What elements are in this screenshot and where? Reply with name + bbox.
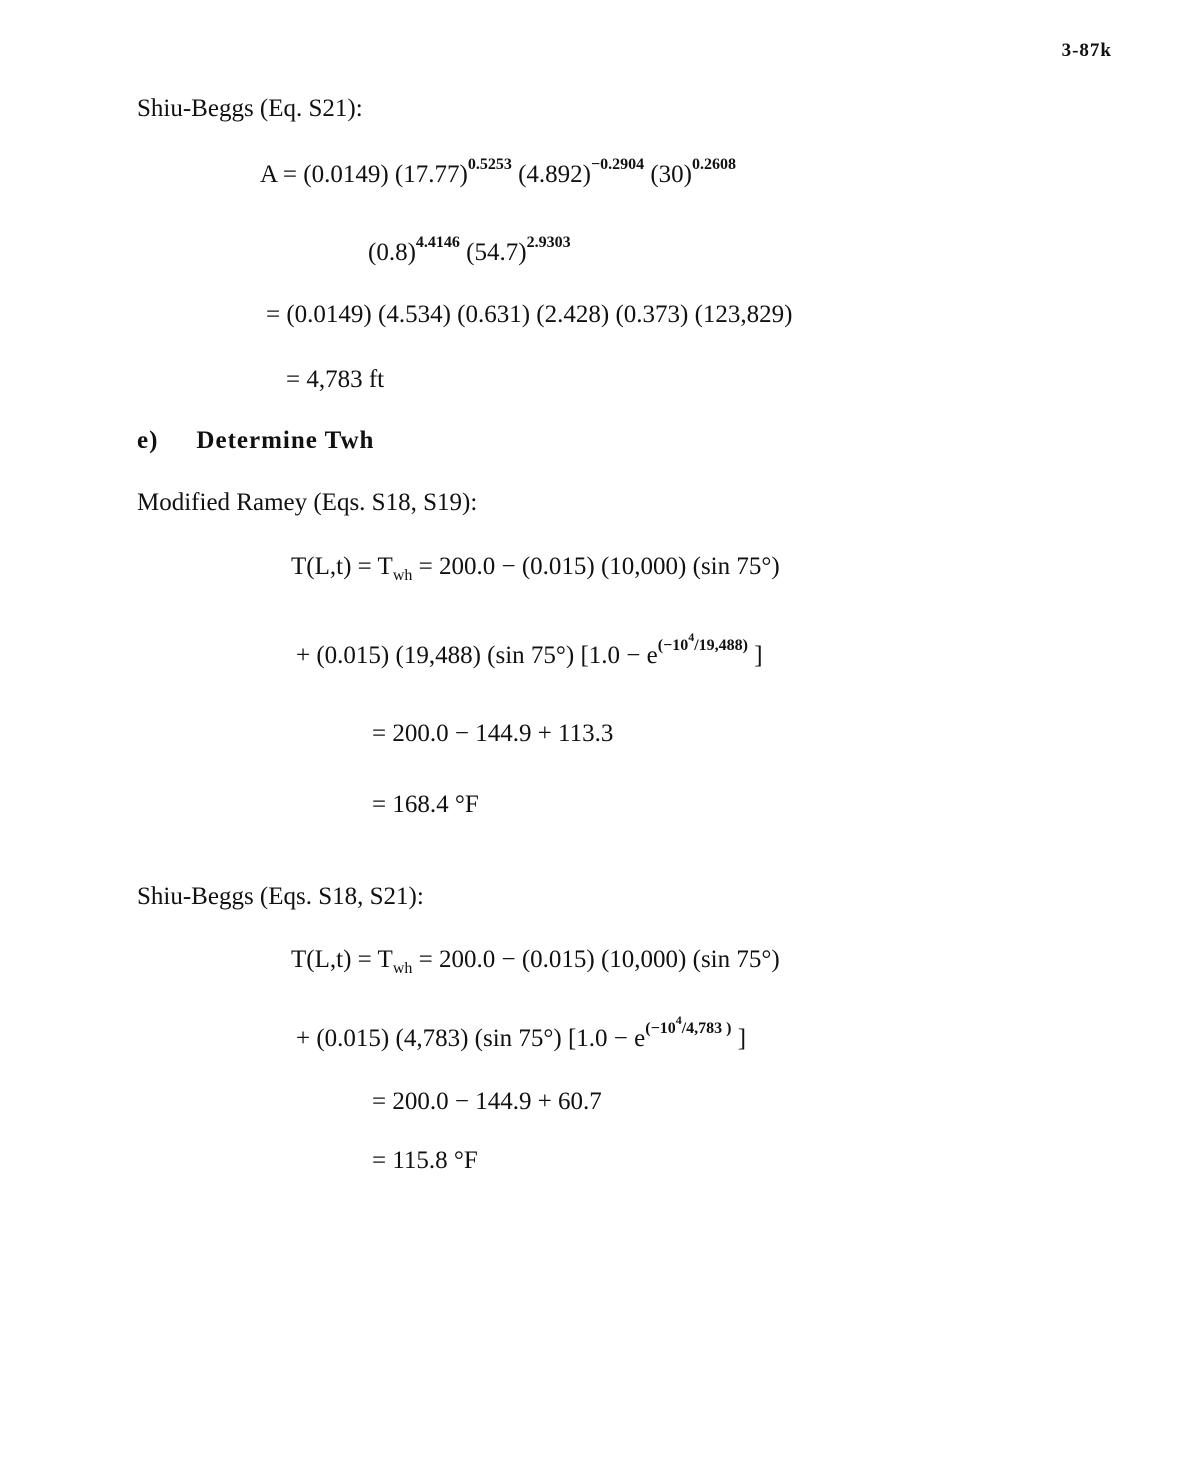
exponent-part: (−10 [645, 1019, 676, 1037]
ramey-equation-line-3: = 200.0 − 144.9 + 113.3 [372, 720, 614, 747]
equation-a-line-2 [368, 233, 571, 268]
shiu-beggs-equation-line-3: = 200.0 − 144.9 + 60.7 [372, 1088, 602, 1115]
equation-term: (4.892) [511, 161, 591, 188]
heading-label: e) [137, 427, 159, 454]
equation-a-result: = 4,783 ft [286, 366, 385, 393]
exponent-power: 4 [688, 630, 695, 645]
equation-term: T(L,t) = T [291, 553, 393, 580]
subscript: wh [392, 567, 413, 584]
exponent: 2.9303 [526, 233, 571, 251]
heading-text: Determine Twh [196, 427, 375, 454]
subscript: wh [392, 960, 413, 977]
exponent-part: /19,488) [694, 636, 748, 654]
equation-term: (54.7) [459, 239, 527, 266]
page-number: 3-87k [1061, 40, 1112, 61]
exponent-part: (−10 [657, 636, 689, 654]
exponent: −0.2904 [590, 155, 645, 173]
shiu-beggs-equation-result: = 115.8 °F [372, 1147, 478, 1174]
heading-e [137, 426, 374, 456]
shiu-beggs-equation-line-2 [296, 1013, 747, 1054]
ramey-equation-line-1 [291, 552, 780, 582]
exponent: 0.5253 [467, 155, 512, 173]
equation-term: + (0.015) (4,783) (sin 75°) [1.0 − e [296, 1025, 646, 1052]
equation-term: = 200.0 − (0.015) (10,000) (sin 75°) [412, 553, 780, 580]
section-title-modified-ramey: Modified Ramey (Eqs. S18, S19): [137, 489, 478, 516]
exponent: 4.4146 [415, 233, 460, 251]
equation-a-line-1 [260, 155, 737, 190]
equation-term: A = (0.0149) (17.77) [260, 161, 468, 188]
exponent: 0.2608 [692, 155, 737, 173]
equation-term: T(L,t) = T [291, 946, 393, 973]
exponent-power: 4 [675, 1013, 682, 1028]
equation-term: = 200.0 − (0.015) (10,000) (sin 75°) [412, 946, 780, 973]
equation-term: ] [747, 642, 763, 669]
exponent-part: /4,783 ) [681, 1019, 732, 1037]
exponent [657, 630, 748, 654]
shiu-beggs-equation-line-1 [291, 945, 780, 975]
equation-a-line-3: = (0.0149) (4.534) (0.631) (2.428) (0.373) (123,829) [266, 301, 793, 328]
equation-term: + (0.015) (19,488) (sin 75°) [1.0 − e [296, 642, 658, 669]
exponent [645, 1013, 732, 1037]
ramey-equation-line-2 [296, 630, 763, 671]
ramey-equation-result: = 168.4 °F [372, 791, 479, 818]
equation-term: ] [731, 1025, 747, 1052]
section-title-shiu-beggs-s18-s21: Shiu-Beggs (Eqs. S18, S21): [137, 883, 424, 910]
section-title-shiu-beggs-s21: Shiu-Beggs (Eq. S21): [137, 95, 363, 122]
equation-term: (0.8) [368, 239, 416, 266]
equation-term: (30) [644, 161, 693, 188]
